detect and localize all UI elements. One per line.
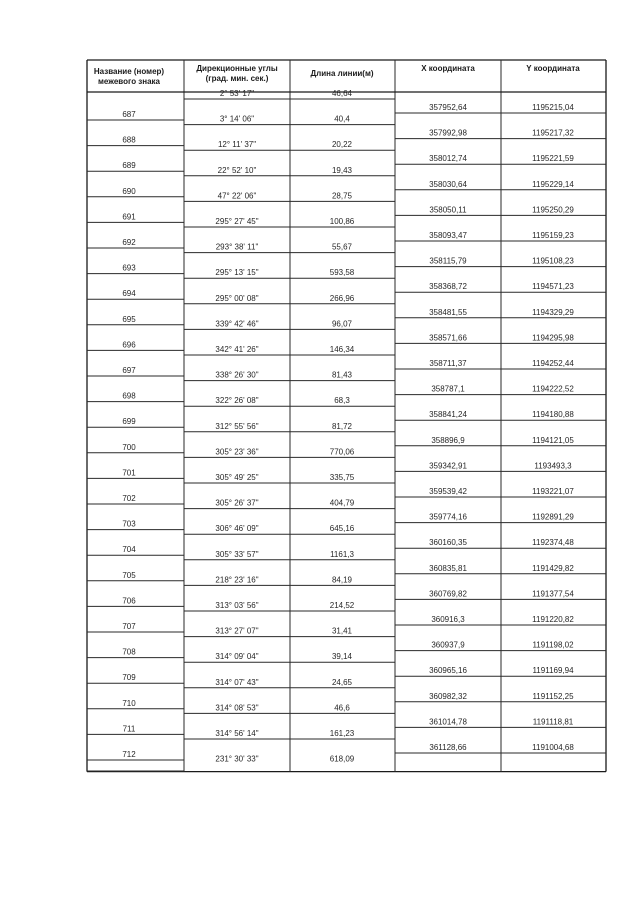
length-cell: 28,75 <box>331 191 353 201</box>
y-coordinate-cell: 1195217,32 <box>532 128 574 138</box>
angle-cell: 305° 26' 37" <box>215 498 259 508</box>
y-coordinate-cell: 1191220,82 <box>532 615 574 624</box>
x-coordinate-cell: 360965,16 <box>429 666 467 676</box>
y-coordinate-cell: 1191429,82 <box>532 563 574 573</box>
point-name-cell: 695 <box>122 314 136 324</box>
angle-cell: 314° 56' 14" <box>215 729 259 738</box>
angle-cell: 295° 00' 08" <box>215 293 259 303</box>
length-cell: 593,58 <box>329 268 355 278</box>
angle-cell: 295° 27' 45" <box>215 217 259 226</box>
x-coordinate-cell: 359774,16 <box>429 512 467 522</box>
y-coordinate-cell: 1195250,29 <box>532 205 574 215</box>
table-header <box>94 64 580 86</box>
length-cell-final: 618,09 <box>329 754 355 764</box>
x-coordinate-cell: 358571,66 <box>429 333 467 343</box>
point-name-cell: 699 <box>122 417 136 427</box>
point-name-cell: 690 <box>122 186 136 196</box>
length-cell: 81,72 <box>331 421 353 431</box>
length-cell: 770,06 <box>329 447 355 457</box>
header-length: Длина линии(м) <box>310 69 374 78</box>
y-coordinate-cell: 1192374,48 <box>532 538 574 548</box>
y-coordinate-cell: 1191169,94 <box>532 666 574 676</box>
y-coordinate-cell: 1192891,29 <box>532 512 574 522</box>
length-cell: 1161,3 <box>330 549 354 559</box>
angle-cell-final: 231° 30' 33" <box>215 754 259 764</box>
point-name-cell: 698 <box>122 391 136 401</box>
point-name-cell: 689 <box>122 161 136 171</box>
x-coordinate-cell: 358012,74 <box>429 154 467 164</box>
length-cell: 40,4 <box>334 114 350 124</box>
y-coordinate-cell: 1191198,02 <box>532 640 574 650</box>
x-coordinate-cell: 360916,3 <box>431 615 465 624</box>
length-cell: 266,96 <box>329 293 355 303</box>
angle-cell: 293° 38' 11" <box>215 242 259 252</box>
header-name-line1: Название (номер) <box>93 67 165 76</box>
angle-cell: 218° 23' 16" <box>215 575 259 585</box>
x-coordinate-cell: 358030,64 <box>429 179 467 189</box>
length-cell: 335,75 <box>329 473 355 482</box>
x-coordinate-cell: 360937,9 <box>431 640 465 650</box>
point-name-cell: 709 <box>122 673 136 683</box>
point-name-cell: 705 <box>122 570 136 580</box>
point-name-cell: 701 <box>122 468 136 478</box>
length-cell: 645,16 <box>329 524 355 534</box>
header-y-coordinate: Y координата <box>526 64 580 73</box>
point-name-cell: 708 <box>122 647 136 657</box>
angle-cell: 313° 03' 56" <box>215 601 259 610</box>
y-coordinate-cell: 1191118,81 <box>532 717 574 727</box>
x-coordinate-cell: 359342,91 <box>429 461 467 471</box>
x-coordinate-cell: 358093,47 <box>429 231 467 240</box>
angle-cell: 12° 11' 37" <box>217 140 257 150</box>
y-coordinate-cell: 1193493,3 <box>534 461 572 471</box>
y-coordinate-cell: 1195229,14 <box>532 179 574 189</box>
x-coordinate-cell: 360982,32 <box>429 691 467 701</box>
angle-cell: 338° 26' 30" <box>215 370 259 380</box>
angle-cell: 3° 14' 06" <box>219 114 255 124</box>
point-name-cell: 687 <box>122 110 136 119</box>
y-coordinate-cell: 1194295,98 <box>532 333 574 343</box>
point-name-cell: 697 <box>122 366 136 375</box>
length-cell: 46,64 <box>331 89 353 98</box>
header-angle-line2: (град. мин. сек.) <box>205 74 269 83</box>
point-name-cell: 693 <box>122 263 136 273</box>
y-coordinate-cell: 1194121,05 <box>532 435 574 445</box>
point-name-cell: 692 <box>122 238 136 247</box>
x-coordinate-cell: 358896,9 <box>431 435 465 445</box>
angle-cell: 295° 13' 15" <box>215 268 259 278</box>
y-coordinate-cell: 1191152,25 <box>532 691 574 701</box>
x-coordinate-cell: 358481,55 <box>429 307 467 317</box>
x-coordinate-cell: 357992,98 <box>429 128 467 138</box>
point-name-cell: 700 <box>122 442 136 452</box>
header-x-coordinate: X координата <box>421 64 475 73</box>
y-coordinate-cell: 1194180,88 <box>532 410 574 420</box>
point-name-cell: 710 <box>122 698 136 708</box>
y-coordinate-cell: 1191377,54 <box>532 589 574 599</box>
point-name-cell: 694 <box>122 289 136 299</box>
point-name-cell: 704 <box>122 545 136 555</box>
y-coordinate-cell: 1193221,07 <box>532 487 574 496</box>
y-coordinate-cell: 1191004,68 <box>532 743 574 752</box>
y-coordinate-cell: 1195159,23 <box>532 231 574 240</box>
length-cell: 39,14 <box>331 652 353 662</box>
length-cell: 161,23 <box>329 729 355 738</box>
length-cell: 96,07 <box>331 319 353 329</box>
point-name-cell: 702 <box>122 494 136 503</box>
point-name-cell: 688 <box>122 135 136 145</box>
point-name-cell: 696 <box>122 340 136 350</box>
angle-cell: 312° 55' 56" <box>215 421 259 431</box>
length-cell: 214,52 <box>329 601 355 610</box>
y-coordinate-cell: 1194329,29 <box>532 307 574 317</box>
angle-cell: 305° 23' 36" <box>215 447 259 457</box>
length-cell: 55,67 <box>331 242 353 252</box>
length-cell: 404,79 <box>329 498 355 508</box>
length-cell: 68,3 <box>334 396 350 406</box>
angle-cell: 322° 26' 08" <box>215 396 259 406</box>
x-coordinate-cell: 360160,35 <box>429 538 467 548</box>
length-cell: 24,65 <box>331 677 353 687</box>
angle-cell: 342° 41' 26" <box>215 345 259 354</box>
length-cell: 19,43 <box>331 165 353 175</box>
point-name-cell: 712 <box>122 750 136 759</box>
point-name-cell: 691 <box>122 212 136 222</box>
angle-cell: 306° 46' 09" <box>215 524 259 534</box>
x-coordinate-cell: 358115,79 <box>429 256 467 266</box>
angle-cell: 2° 53' 17" <box>219 89 255 98</box>
x-coordinate-cell: 357952,64 <box>429 103 467 112</box>
length-cell: 20,22 <box>331 140 353 150</box>
length-cell: 84,19 <box>331 575 353 585</box>
y-coordinate-cell: 1194222,52 <box>532 384 574 394</box>
point-name-cell: 711 <box>122 724 136 734</box>
x-coordinate-cell: 360835,81 <box>429 563 467 573</box>
angle-cell: 22° 52' 10" <box>217 165 257 175</box>
x-coordinate-cell: 358368,72 <box>429 282 467 292</box>
x-coordinate-cell: 358711,37 <box>429 359 467 368</box>
x-coordinate-cell: 361014,78 <box>429 717 467 727</box>
length-cell: 31,41 <box>331 626 353 636</box>
y-coordinate-cell: 1194252,44 <box>532 359 574 368</box>
angle-cell: 305° 33' 57" <box>215 549 259 559</box>
x-coordinate-cell: 361128,66 <box>429 743 467 752</box>
angle-cell: 314° 08' 53" <box>215 703 259 713</box>
point-name-cell: 707 <box>122 622 136 631</box>
y-coordinate-cell: 1194571,23 <box>532 282 574 292</box>
y-coordinate-cell: 1195108,23 <box>532 256 574 266</box>
y-coordinate-cell: 1195215,04 <box>532 103 574 112</box>
x-coordinate-cell: 358787,1 <box>431 384 465 394</box>
x-coordinate-cell: 358841,24 <box>429 410 467 420</box>
length-cell: 46,6 <box>334 703 350 713</box>
length-cell: 81,43 <box>331 370 353 380</box>
y-coordinate-cell: 1195221,59 <box>532 154 574 164</box>
angle-cell: 47° 22' 06" <box>217 191 257 201</box>
length-cell: 146,34 <box>329 345 355 354</box>
point-name-cell: 706 <box>122 596 136 606</box>
point-name-cell: 703 <box>122 519 136 529</box>
angle-cell: 339° 42' 46" <box>215 319 259 329</box>
length-cell: 100,86 <box>329 217 355 226</box>
angle-cell: 305° 49' 25" <box>215 473 259 482</box>
header-name-line2: межевого знака <box>97 77 161 86</box>
angle-cell: 313° 27' 07" <box>215 626 259 636</box>
angle-cell: 314° 09' 04" <box>215 652 259 662</box>
x-coordinate-cell: 360769,82 <box>429 589 467 599</box>
header-angle-line1: Дирекционные углы <box>196 64 278 73</box>
x-coordinate-cell: 359539,42 <box>429 487 467 496</box>
x-coordinate-cell: 358050,11 <box>429 205 467 215</box>
angle-cell: 314° 07' 43" <box>215 677 259 687</box>
